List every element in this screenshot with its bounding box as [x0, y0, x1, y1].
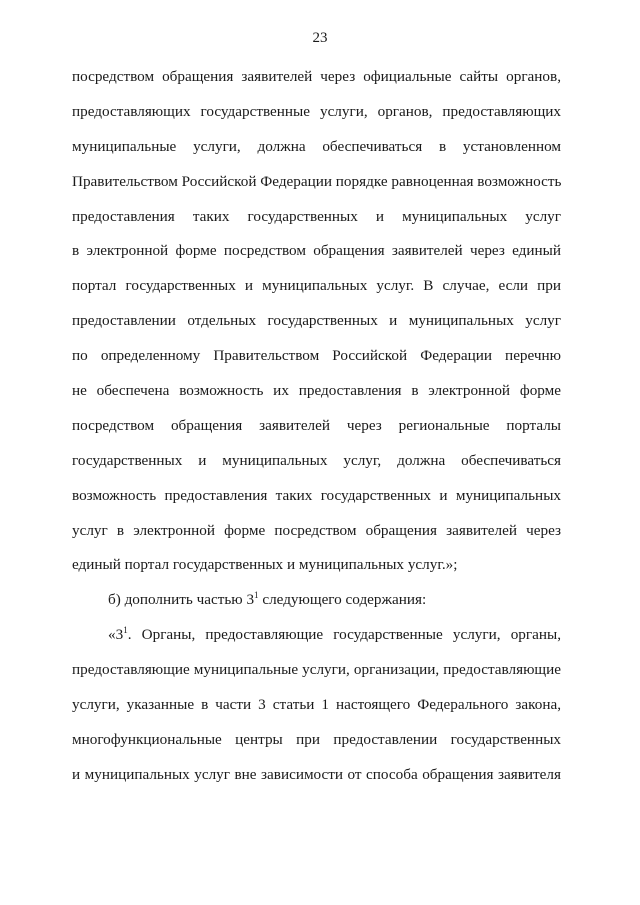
text-line: услуг в электронной форме посредством обращения заявителей через: [72, 522, 561, 539]
text-line: посредством обращения заявителей через официальные сайты органов,: [72, 68, 561, 85]
text-line: предоставлении отдельных государственных и муниципальных услуг: [72, 312, 561, 329]
text-line: посредством обращения заявителей через региональные порталы: [72, 417, 561, 434]
page-number: 23: [312, 30, 328, 46]
text-line: многофункциональные центры при предоставлении государственных: [72, 731, 561, 748]
superscript: 1: [254, 590, 259, 600]
text-line: предоставляющих государственные услуги, органов, предоставляющих: [72, 103, 561, 120]
new-part-first-line: [108, 624, 561, 646]
text-line: Правительством Российской Федерации порядке равноценная возможность: [72, 173, 561, 190]
new-part-text: . Органы, предоставляющие государственные услуги, органы,: [127, 626, 561, 643]
text-line: в электронной форме посредством обращения заявителей через единый: [72, 242, 561, 259]
text-line: предоставляющие муниципальные услуги, организации, предоставляющие: [72, 661, 561, 678]
item-b-text-before: б) дополнить частью 3: [108, 591, 255, 608]
new-part-prefix: «3: [108, 626, 124, 643]
text-line: предоставления таких государственных и муниципальных услуг: [72, 208, 561, 225]
text-line: муниципальные услуги, должна обеспечиваться в установленном: [72, 138, 561, 155]
text-line: единый портал государственных и муниципальных услуг.»;: [72, 556, 458, 573]
text-line: по определенному Правительством Российской Федерации перечню: [72, 347, 561, 364]
text-line: возможность предоставления таких государственных и муниципальных: [72, 487, 561, 504]
superscript: 1: [123, 625, 128, 635]
text-line: услуги, указанные в части 3 статьи 1 настоящего Федерального закона,: [72, 696, 561, 713]
text-line: государственных и муниципальных услуг, должна обеспечиваться: [72, 452, 561, 469]
text-line: и муниципальных услуг вне зависимости от способа обращения заявителя: [72, 766, 561, 783]
text-line: не обеспечена возможность их предоставления в электронной форме: [72, 382, 561, 399]
text-line: портал государственных и муниципальных услуг. В случае, если при: [72, 277, 561, 294]
item-b-paragraph: [108, 589, 561, 611]
item-b-text-after: следующего содержания:: [258, 591, 427, 608]
